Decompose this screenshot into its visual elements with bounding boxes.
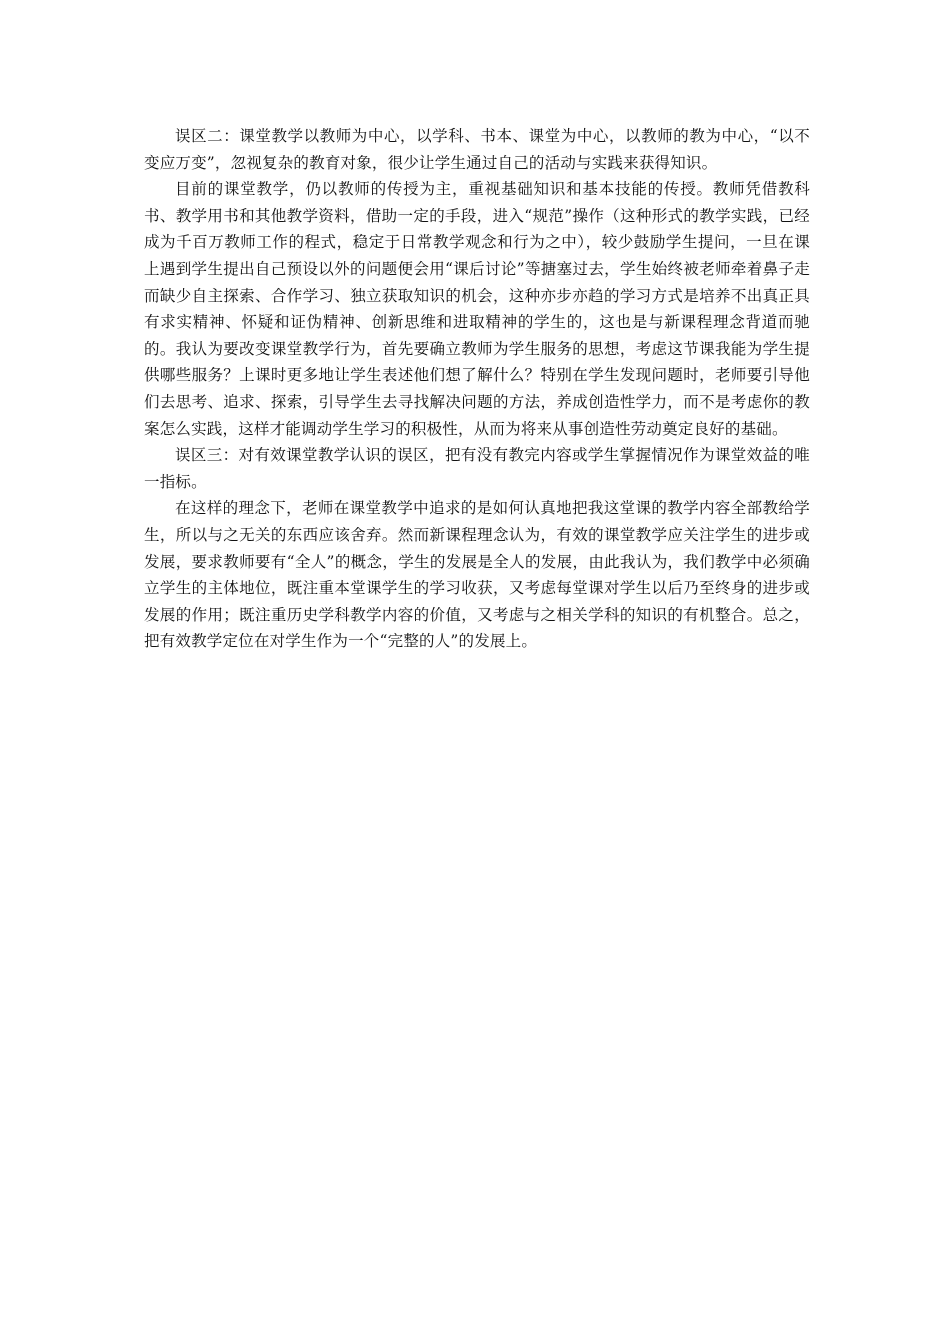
paragraph-misconception-two: 误区二：课堂教学以教师为中心，以学科、书本、课堂为中心，以教师的教为中心，“以不变应万变”，忽视复杂的教育对象，很少让学生通过自己的活动与实践来获得知识。 xyxy=(144,127,810,172)
paragraph-current-teaching: 目前的课堂教学，仍以教师的传授为主，重视基础知识和基本技能的传授。教师凭借教科书、教学用书和其他教学资料，借助一定的手段，进入“规范”操作（这种形式的教学实践，已经成为千百万教师工作的程式，稳定于日常教学观念和行为之中），较少鼓励学生提问，一旦在课上遇到学生提出自己预设以外的问题便会用“课后讨论”等搪塞过去，学生始终被老师牵着鼻子走而缺少自主探索、合作学习、独立获取知识的机会，这种亦步亦趋的学习方式是培养不出真正具有求实精神、怀疑和证伪精神、创新思维和进取精神的学生的，这也是与新课程理念背道而驰的。我认为要改变课堂教学行为，首先要确立教师为学生服务的思想，考虑这节课我能为学生提供哪些服务？上课时更多地让学生表述他们想了解什么？特别在学生发现问题时，老师要引导他们去思考、追求、探索，引导学生去寻找解决问题的方法，养成创造性学力，而不是考虑你的教案怎么实践，这样才能调动学生学习的积极性，从而为将来从事创造性劳动奠定良好的基础。 xyxy=(144,180,810,438)
paragraph-effective-teaching: 在这样的理念下，老师在课堂教学中追求的是如何认真地把我这堂课的教学内容全部教给学生，所以与之无关的东西应该舍弃。然而新课程理念认为，有效的课堂教学应关注学生的进步或发展，要求教师要有“全人”的概念，学生的发展是全人的发展，由此我认为，我们教学中必须确立学生的主体地位，既注重本堂课学生的学习收获，又考虑每堂课对学生以后乃至终身的进步或发展的作用；既注重历史学科教学内容的价值，又考虑与之相关学科的知识的有机整合。总之，把有效教学定位在对学生作为一个“完整的人”的发展上。 xyxy=(144,499,810,651)
paragraph-misconception-three: 误区三：对有效课堂教学认识的误区，把有没有教完内容或学生掌握情况作为课堂效益的唯一指标。 xyxy=(144,446,810,491)
document-body xyxy=(144,123,810,655)
